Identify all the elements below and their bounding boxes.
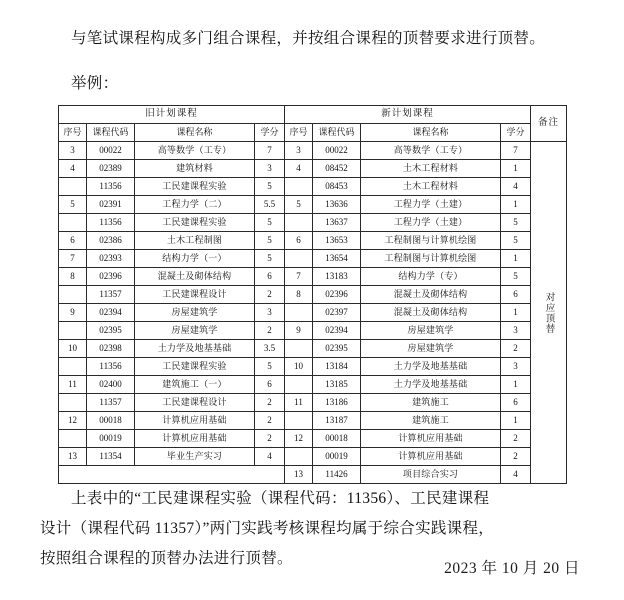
table-row [59, 466, 567, 484]
old-name: 土木工程制图 [135, 232, 255, 250]
old-credit: 5.5 [255, 196, 285, 214]
new-seq [285, 178, 313, 196]
new-credit: 6 [501, 394, 531, 412]
old-code: 02395 [87, 322, 135, 340]
table-row [59, 448, 567, 466]
old-name: 工民建课程设计 [135, 286, 255, 304]
old-credit: 3.5 [255, 340, 285, 358]
col-header-new-credit: 学分 [501, 124, 531, 142]
old-credit: 3 [255, 160, 285, 178]
col-header-old-code: 课程代码 [87, 124, 135, 142]
new-name: 结构力学（专） [361, 268, 501, 286]
old-code: 02389 [87, 160, 135, 178]
group-header-old-plan: 旧计划课程 [59, 106, 285, 124]
new-name: 工程制图与计算机绘图 [361, 232, 501, 250]
table-row [59, 376, 567, 394]
old-seq: 9 [59, 304, 87, 322]
new-code: 13187 [313, 412, 361, 430]
new-seq: 10 [285, 358, 313, 376]
new-code: 00019 [313, 448, 361, 466]
old-name: 工民建课程实验 [135, 214, 255, 232]
new-credit: 1 [501, 160, 531, 178]
new-seq [285, 412, 313, 430]
bottom-paragraph-1: 上表中的“工民建课程实验（课程代码：11356）、工民建课程 [71, 490, 490, 507]
new-code: 13637 [313, 214, 361, 232]
old-code: 11354 [87, 448, 135, 466]
old-seq [59, 214, 87, 232]
table-row [59, 340, 567, 358]
course-replacement-table [58, 105, 566, 484]
old-name: 混凝土及砌体结构 [135, 268, 255, 286]
old-credit: 6 [255, 376, 285, 394]
old-name: 工民建课程实验 [135, 358, 255, 376]
old-seq: 4 [59, 160, 87, 178]
new-code: 13185 [313, 376, 361, 394]
old-seq: 10 [59, 340, 87, 358]
new-name: 混凝土及砌体结构 [361, 304, 501, 322]
old-code: 02391 [87, 196, 135, 214]
new-code: 02395 [313, 340, 361, 358]
new-credit: 2 [501, 448, 531, 466]
document-date: 2023 年 10 月 20 日 [444, 559, 580, 577]
new-credit: 5 [501, 214, 531, 232]
old-code: 11356 [87, 358, 135, 376]
old-seq: 13 [59, 448, 87, 466]
old-credit: 2 [255, 394, 285, 412]
old-code: 02400 [87, 376, 135, 394]
new-credit: 5 [501, 232, 531, 250]
bottom-paragraph-3: 按照组合课程的顶替办法进行顶替。 [40, 550, 293, 567]
old-seq: 3 [59, 142, 87, 160]
old-name: 工程力学（二） [135, 196, 255, 214]
old-code: 11357 [87, 394, 135, 412]
old-blank [59, 466, 285, 484]
example-label: 举例： [71, 75, 119, 92]
new-seq: 8 [285, 286, 313, 304]
old-seq [59, 178, 87, 196]
old-credit: 5 [255, 358, 285, 376]
new-name: 混凝土及砌体结构 [361, 286, 501, 304]
old-name: 毕业生产实习 [135, 448, 255, 466]
table-row [59, 412, 567, 430]
new-code: 00022 [313, 142, 361, 160]
new-seq: 6 [285, 232, 313, 250]
new-name: 土木工程材料 [361, 178, 501, 196]
new-code: 02394 [313, 322, 361, 340]
col-header-new-name: 课程名称 [361, 124, 501, 142]
old-code: 02394 [87, 304, 135, 322]
old-code: 02386 [87, 232, 135, 250]
col-header-new-code: 课程代码 [313, 124, 361, 142]
table-row [59, 250, 567, 268]
old-seq [59, 322, 87, 340]
new-code: 02396 [313, 286, 361, 304]
new-seq: 4 [285, 160, 313, 178]
new-seq [285, 340, 313, 358]
new-code: 13183 [313, 268, 361, 286]
table-row [59, 394, 567, 412]
new-code: 13636 [313, 196, 361, 214]
remark-cell [531, 142, 567, 484]
new-credit: 2 [501, 340, 531, 358]
old-credit: 2 [255, 412, 285, 430]
old-name: 建筑施工（一） [135, 376, 255, 394]
old-credit: 2 [255, 322, 285, 340]
old-seq [59, 430, 87, 448]
old-seq [59, 394, 87, 412]
old-seq: 11 [59, 376, 87, 394]
old-code: 02396 [87, 268, 135, 286]
new-code: 13653 [313, 232, 361, 250]
old-name: 结构力学（一） [135, 250, 255, 268]
new-code: 00018 [313, 430, 361, 448]
col-header-old-credit: 学分 [255, 124, 285, 142]
table-row [59, 232, 567, 250]
new-name: 土力学及地基基础 [361, 376, 501, 394]
new-name: 计算机应用基础 [361, 448, 501, 466]
old-credit: 2 [255, 430, 285, 448]
new-seq [285, 214, 313, 232]
new-seq: 12 [285, 430, 313, 448]
new-seq: 11 [285, 394, 313, 412]
old-name: 房屋建筑学 [135, 322, 255, 340]
col-header-old-seq: 序号 [59, 124, 87, 142]
group-header-new-plan: 新计划课程 [285, 106, 531, 124]
old-credit: 5 [255, 250, 285, 268]
old-name: 计算机应用基础 [135, 430, 255, 448]
table-row [59, 286, 567, 304]
old-seq: 12 [59, 412, 87, 430]
new-name: 房屋建筑学 [361, 322, 501, 340]
new-name: 工程力学（土建） [361, 214, 501, 232]
old-name: 土力学及地基基础 [135, 340, 255, 358]
table-row [59, 196, 567, 214]
old-credit: 2 [255, 286, 285, 304]
new-seq: 9 [285, 322, 313, 340]
old-code: 00019 [87, 430, 135, 448]
new-credit: 4 [501, 466, 531, 484]
top-paragraph: 与笔试课程构成多门组合课程，并按组合课程的顶替要求进行顶替。 [71, 29, 546, 47]
new-name: 土力学及地基基础 [361, 358, 501, 376]
col-header-new-seq: 序号 [285, 124, 313, 142]
old-code: 00022 [87, 142, 135, 160]
table-row [59, 304, 567, 322]
table-row [59, 430, 567, 448]
new-credit: 1 [501, 412, 531, 430]
old-code: 11357 [87, 286, 135, 304]
old-name: 工民建课程设计 [135, 394, 255, 412]
new-credit: 6 [501, 286, 531, 304]
new-code: 13654 [313, 250, 361, 268]
old-seq [59, 286, 87, 304]
table-row [59, 160, 567, 178]
new-credit: 1 [501, 304, 531, 322]
new-name: 房屋建筑学 [361, 340, 501, 358]
new-code: 11426 [313, 466, 361, 484]
old-code: 02393 [87, 250, 135, 268]
old-code: 02398 [87, 340, 135, 358]
bottom-paragraph-2: 设计（课程代码 11357）”两门实践考核课程均属于综合实践课程， [40, 520, 495, 537]
new-seq [285, 250, 313, 268]
old-name: 高等数学（工专） [135, 142, 255, 160]
new-seq [285, 376, 313, 394]
table-row [59, 178, 567, 196]
old-credit: 4 [255, 448, 285, 466]
new-seq: 3 [285, 142, 313, 160]
document-page [0, 16, 624, 600]
new-name: 建筑施工 [361, 394, 501, 412]
new-credit: 1 [501, 250, 531, 268]
old-credit: 5 [255, 214, 285, 232]
old-name: 工民建课程实验 [135, 178, 255, 196]
new-code: 08452 [313, 160, 361, 178]
group-header-remark: 备注 [531, 106, 567, 142]
table-row [59, 268, 567, 286]
old-credit: 5 [255, 232, 285, 250]
old-name: 计算机应用基础 [135, 412, 255, 430]
new-credit: 1 [501, 376, 531, 394]
new-name: 工程制图与计算机绘图 [361, 250, 501, 268]
new-credit: 4 [501, 178, 531, 196]
old-name: 建筑材料 [135, 160, 255, 178]
new-name: 高等数学（工专） [361, 142, 501, 160]
new-credit: 1 [501, 196, 531, 214]
new-name: 计算机应用基础 [361, 430, 501, 448]
table-row [59, 142, 567, 160]
new-name: 土木工程材料 [361, 160, 501, 178]
new-code: 02397 [313, 304, 361, 322]
new-seq [285, 448, 313, 466]
old-seq: 8 [59, 268, 87, 286]
new-code: 08453 [313, 178, 361, 196]
old-name: 房屋建筑学 [135, 304, 255, 322]
old-credit: 7 [255, 142, 285, 160]
new-name: 工程力学（土建） [361, 196, 501, 214]
old-code: 00018 [87, 412, 135, 430]
table-row [59, 214, 567, 232]
remark-text: 对应顶替 [543, 291, 554, 334]
col-header-old-name: 课程名称 [135, 124, 255, 142]
new-name: 项目综合实习 [361, 466, 501, 484]
table-row [59, 358, 567, 376]
table-row [59, 322, 567, 340]
old-credit: 6 [255, 268, 285, 286]
old-credit: 5 [255, 178, 285, 196]
old-seq: 7 [59, 250, 87, 268]
new-credit: 3 [501, 358, 531, 376]
old-code: 11356 [87, 178, 135, 196]
old-seq: 5 [59, 196, 87, 214]
new-name: 建筑施工 [361, 412, 501, 430]
new-seq: 13 [285, 466, 313, 484]
old-seq [59, 358, 87, 376]
old-seq: 6 [59, 232, 87, 250]
new-seq: 7 [285, 268, 313, 286]
new-credit: 7 [501, 142, 531, 160]
old-code: 11356 [87, 214, 135, 232]
old-credit: 3 [255, 304, 285, 322]
new-credit: 2 [501, 430, 531, 448]
new-code: 13184 [313, 358, 361, 376]
new-credit: 3 [501, 322, 531, 340]
new-seq: 5 [285, 196, 313, 214]
new-credit: 5 [501, 268, 531, 286]
new-code: 13186 [313, 394, 361, 412]
new-seq [285, 304, 313, 322]
